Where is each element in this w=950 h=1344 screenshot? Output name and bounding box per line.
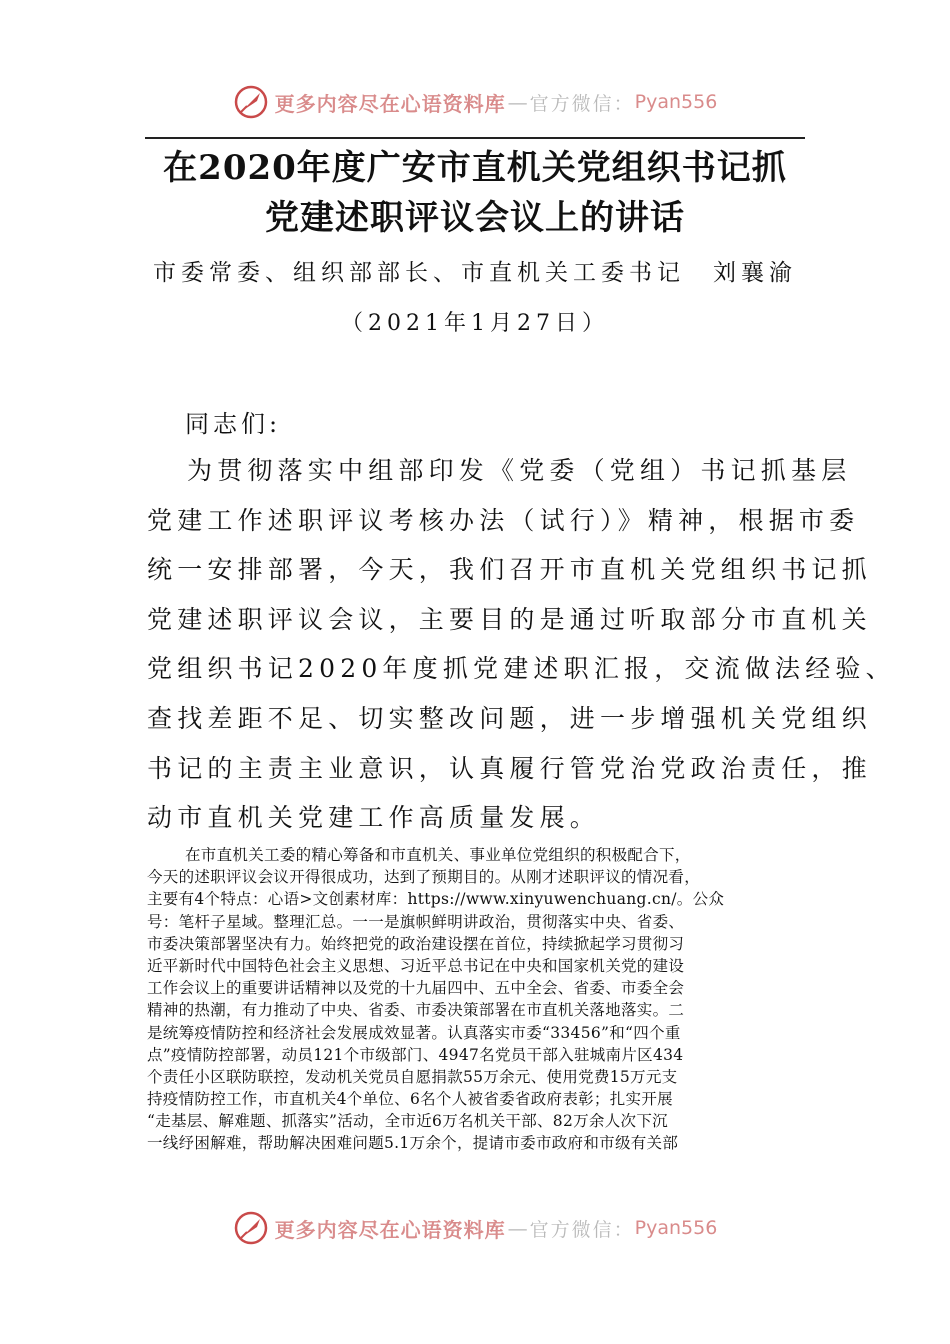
intro-paragraph — [147, 446, 896, 843]
header-rule — [145, 137, 805, 139]
body-line: 今天的述职评议会议开得很成功，达到了预期目的。从刚才述职评议的情况看， — [147, 868, 701, 887]
document-title — [110, 143, 840, 243]
watermark-dash: — — [507, 1216, 528, 1240]
body-line: 持疫情防控工作，市直机关4个单位、6名个人被省委省政府表彰；扎实开展 — [147, 1090, 673, 1109]
author-line: 市委常委、组织部部长、市直机关工委书记 刘襄渝 — [153, 260, 797, 286]
body-line: 号：笔杆子星域。整理汇总。一一是旗帜鲜明讲政治，贯彻落实中央、省委、 — [147, 912, 685, 931]
body-line: “走基层、解难题、抓落实”活动，全市近6万名机关干部、82万余人次下沉 — [147, 1112, 668, 1131]
title-line: 党建述职评议会议上的讲话 — [265, 198, 685, 238]
body-line: 主要有4个特点：心语>文创素材库：https://www.xinyuwenchuang.cn/。公众 — [147, 890, 725, 909]
quill-logo-icon — [233, 1210, 269, 1246]
body-paragraph — [147, 844, 817, 1155]
quill-logo-icon — [233, 84, 269, 120]
watermark-wechat-label: 官方微信： — [529, 1218, 635, 1241]
watermark-dash: — — [507, 90, 528, 114]
body-line: 是统筹疫情防控和经济社会发展成效显著。认真落实市委“33456”和“四个重 — [147, 1023, 681, 1042]
watermark-wechat-id: Pyan556 — [634, 1217, 718, 1239]
intro-line: 统一安排部署，今天，我们召开市直机关党组织书记抓 — [147, 555, 872, 585]
intro-line: 动市直机关党建工作高质量发展。 — [147, 803, 601, 833]
watermark-brand-text: 更多内容尽在心语资料库 — [274, 91, 506, 116]
body-line: 近平新时代中国特色社会主义思想、习近平总书记在中央和国家机关党的建设 — [147, 956, 685, 975]
watermark-banner-top — [0, 82, 950, 122]
watermark-brand-text: 更多内容尽在心语资料库 — [274, 1217, 506, 1242]
date-line: （2021年1月27日） — [341, 311, 609, 336]
body-line: 在市直机关工委的精心筹备和市直机关、事业单位党组织的积极配合下， — [185, 846, 691, 864]
salutation: 同志们: — [185, 410, 282, 438]
intro-line: 查找差距不足、切实整改问题，进一步增强机关党组织 — [147, 703, 872, 733]
intro-line: 为贯彻落实中组部印发《党委（党组）书记抓基层 — [187, 456, 852, 485]
watermark-banner-bottom — [0, 1208, 950, 1248]
body-line: 精神的热潮，有力推动了中央、省委、市委决策部署在市直机关落地落实。二 — [147, 1001, 685, 1020]
body-line: 一线纾困解难，帮助解决困难问题5.1万余个，提请市委市政府和市级有关部 — [147, 1134, 679, 1153]
title-line: 在2020年度广安市直机关党组织书记抓 — [163, 148, 787, 188]
body-line: 工作会议上的重要讲话精神以及党的十九届四中、五中全会、省委、市委全会 — [147, 979, 685, 998]
body-line: 个责任小区联防联控，发动机关党员自愿捐款55万余元、使用党费15万元支 — [147, 1067, 678, 1086]
body-line: 点”疫情防控部署，动员121个市级部门、4947名党员干部入驻城南片区434 — [147, 1045, 684, 1064]
watermark-wechat-id: Pyan556 — [634, 91, 718, 113]
intro-line: 党建工作述职评议考核办法（试行）》精神，根据市委 — [147, 505, 860, 535]
intro-line: 党组织书记2020年度抓党建述职汇报，交流做法经验、 — [147, 654, 896, 684]
watermark-wechat-label: 官方微信： — [529, 92, 635, 115]
intro-line: 党建述职评议会议，主要目的是通过听取部分市直机关 — [147, 604, 872, 634]
body-line: 市委决策部署坚决有力。始终把党的政治建设摆在首位，持续掀起学习贯彻习 — [147, 934, 685, 953]
intro-line: 书记的主责主业意识，认真履行管党治党政治责任，推 — [147, 753, 872, 783]
